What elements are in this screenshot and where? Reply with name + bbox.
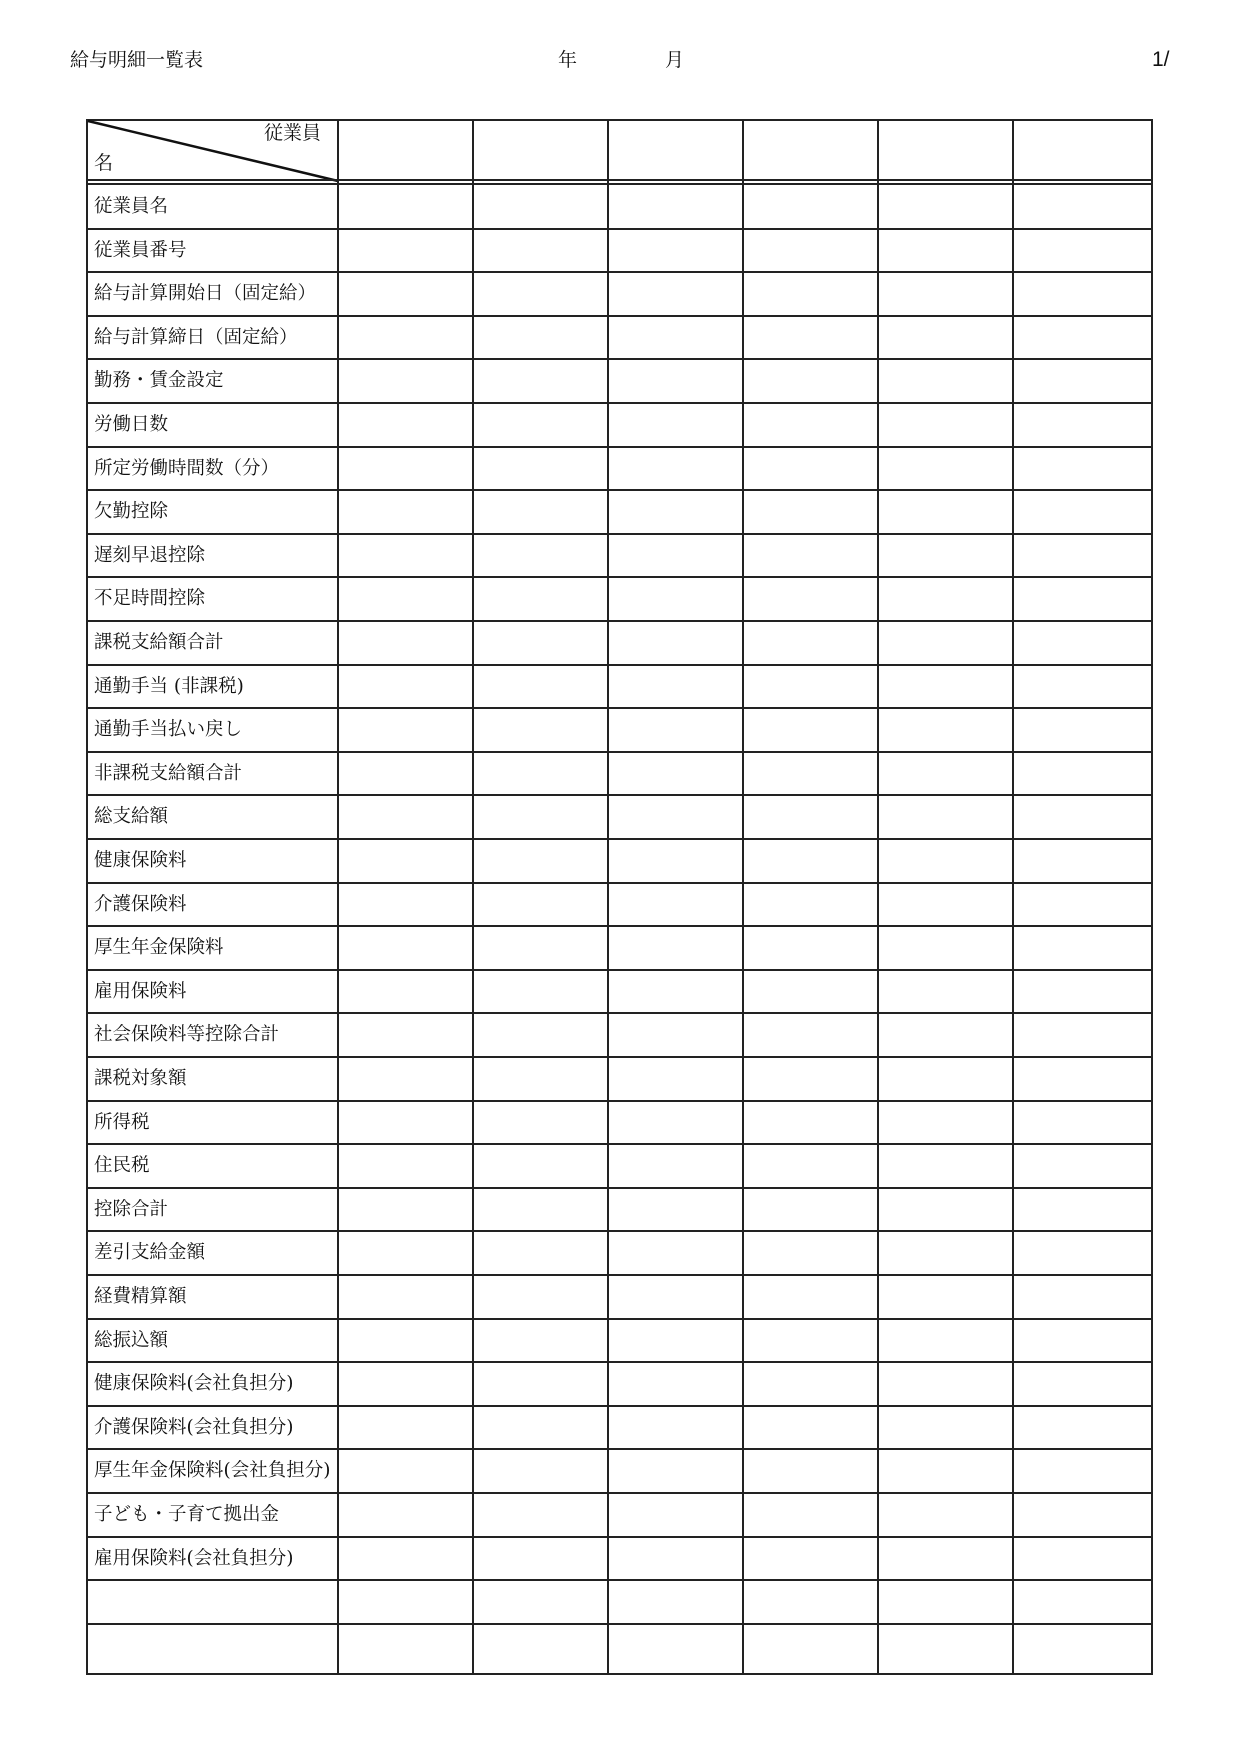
row-divider bbox=[88, 358, 1151, 360]
row-divider bbox=[88, 1623, 1151, 1625]
row-label: 総支給額 bbox=[94, 806, 169, 828]
row-divider bbox=[88, 1492, 1151, 1494]
row-divider bbox=[88, 1274, 1151, 1276]
row-label: 所得税 bbox=[94, 1111, 150, 1133]
row-label: 厚生年金保険料 bbox=[94, 937, 224, 959]
month-label: 月 bbox=[665, 49, 685, 71]
row-label: 雇用保険料 bbox=[94, 980, 187, 1002]
column-divider bbox=[472, 121, 474, 1673]
row-label: 通勤手当払い戻し bbox=[94, 719, 243, 741]
row-divider bbox=[88, 271, 1151, 273]
row-divider bbox=[88, 1230, 1151, 1232]
row-divider bbox=[88, 882, 1151, 884]
row-label: 社会保険料等控除合計 bbox=[94, 1024, 280, 1046]
row-divider bbox=[88, 576, 1151, 578]
row-divider bbox=[88, 1100, 1151, 1102]
row-label: 非課税支給額合計 bbox=[94, 762, 243, 784]
row-label: 課税対象額 bbox=[94, 1068, 187, 1089]
row-divider bbox=[88, 228, 1151, 230]
row-label: 従業員名 bbox=[94, 196, 169, 217]
row-divider bbox=[88, 1361, 1151, 1363]
row-divider bbox=[88, 1318, 1151, 1320]
row-divider bbox=[88, 402, 1151, 404]
year-label: 年 bbox=[558, 49, 578, 71]
row-divider bbox=[88, 969, 1151, 971]
row-label: 介護保険料(会社負担分) bbox=[94, 1416, 294, 1438]
payroll-table bbox=[86, 119, 1153, 1675]
row-label: 所定労働時間数（分） bbox=[94, 457, 280, 479]
row-divider bbox=[88, 1187, 1151, 1189]
page-number: 1/ bbox=[1152, 48, 1170, 71]
row-label: 欠勤控除 bbox=[94, 501, 169, 523]
column-divider bbox=[337, 121, 339, 1673]
row-label: 子ども・子育て拠出金 bbox=[94, 1504, 280, 1525]
row-divider bbox=[88, 489, 1151, 491]
header-double-rule bbox=[88, 179, 1151, 185]
row-divider bbox=[88, 533, 1151, 535]
row-divider bbox=[88, 838, 1151, 840]
row-label: 控除合計 bbox=[94, 1198, 169, 1220]
row-label: 労働日数 bbox=[94, 414, 169, 435]
row-divider bbox=[88, 1536, 1151, 1538]
row-label: 給与計算締日（固定給） bbox=[94, 326, 298, 348]
row-label: 厚生年金保険料(会社負担分) bbox=[94, 1460, 331, 1482]
row-divider bbox=[88, 620, 1151, 622]
row-label: 介護保険料 bbox=[94, 893, 187, 915]
corner-label-name: 名 bbox=[94, 152, 114, 174]
row-divider bbox=[88, 1056, 1151, 1058]
row-divider bbox=[88, 446, 1151, 448]
row-divider bbox=[88, 664, 1151, 666]
column-divider bbox=[1012, 121, 1014, 1673]
row-label: 住民税 bbox=[94, 1155, 150, 1177]
row-divider bbox=[88, 1579, 1151, 1581]
row-label: 健康保険料(会社負担分) bbox=[94, 1373, 294, 1395]
row-label: 従業員番号 bbox=[94, 239, 187, 261]
row-label: 雇用保険料(会社負担分) bbox=[94, 1547, 294, 1569]
corner-label-employee: 従業員 bbox=[264, 122, 322, 144]
row-divider bbox=[88, 794, 1151, 796]
row-divider bbox=[88, 1448, 1151, 1450]
row-divider bbox=[88, 925, 1151, 927]
row-label: 総振込額 bbox=[94, 1329, 169, 1351]
row-divider bbox=[88, 1143, 1151, 1145]
row-label: 課税支給額合計 bbox=[94, 632, 224, 653]
row-label: 健康保険料 bbox=[94, 850, 187, 871]
row-divider bbox=[88, 751, 1151, 753]
column-divider bbox=[877, 121, 879, 1673]
row-label: 勤務・賃金設定 bbox=[94, 370, 224, 392]
column-divider bbox=[742, 121, 744, 1673]
row-divider bbox=[88, 1405, 1151, 1407]
row-label: 通勤手当 (非課税) bbox=[94, 675, 244, 697]
row-label: 遅刻早退控除 bbox=[94, 544, 206, 566]
row-label: 給与計算開始日（固定給） bbox=[94, 283, 317, 305]
row-label: 不足時間控除 bbox=[94, 588, 206, 610]
column-divider bbox=[607, 121, 609, 1673]
document-title: 給与明細一覧表 bbox=[70, 49, 204, 71]
row-divider bbox=[88, 1012, 1151, 1014]
row-label: 差引支給金額 bbox=[94, 1242, 206, 1264]
row-label: 経費精算額 bbox=[94, 1286, 187, 1307]
row-divider bbox=[88, 315, 1151, 317]
row-divider bbox=[88, 707, 1151, 709]
